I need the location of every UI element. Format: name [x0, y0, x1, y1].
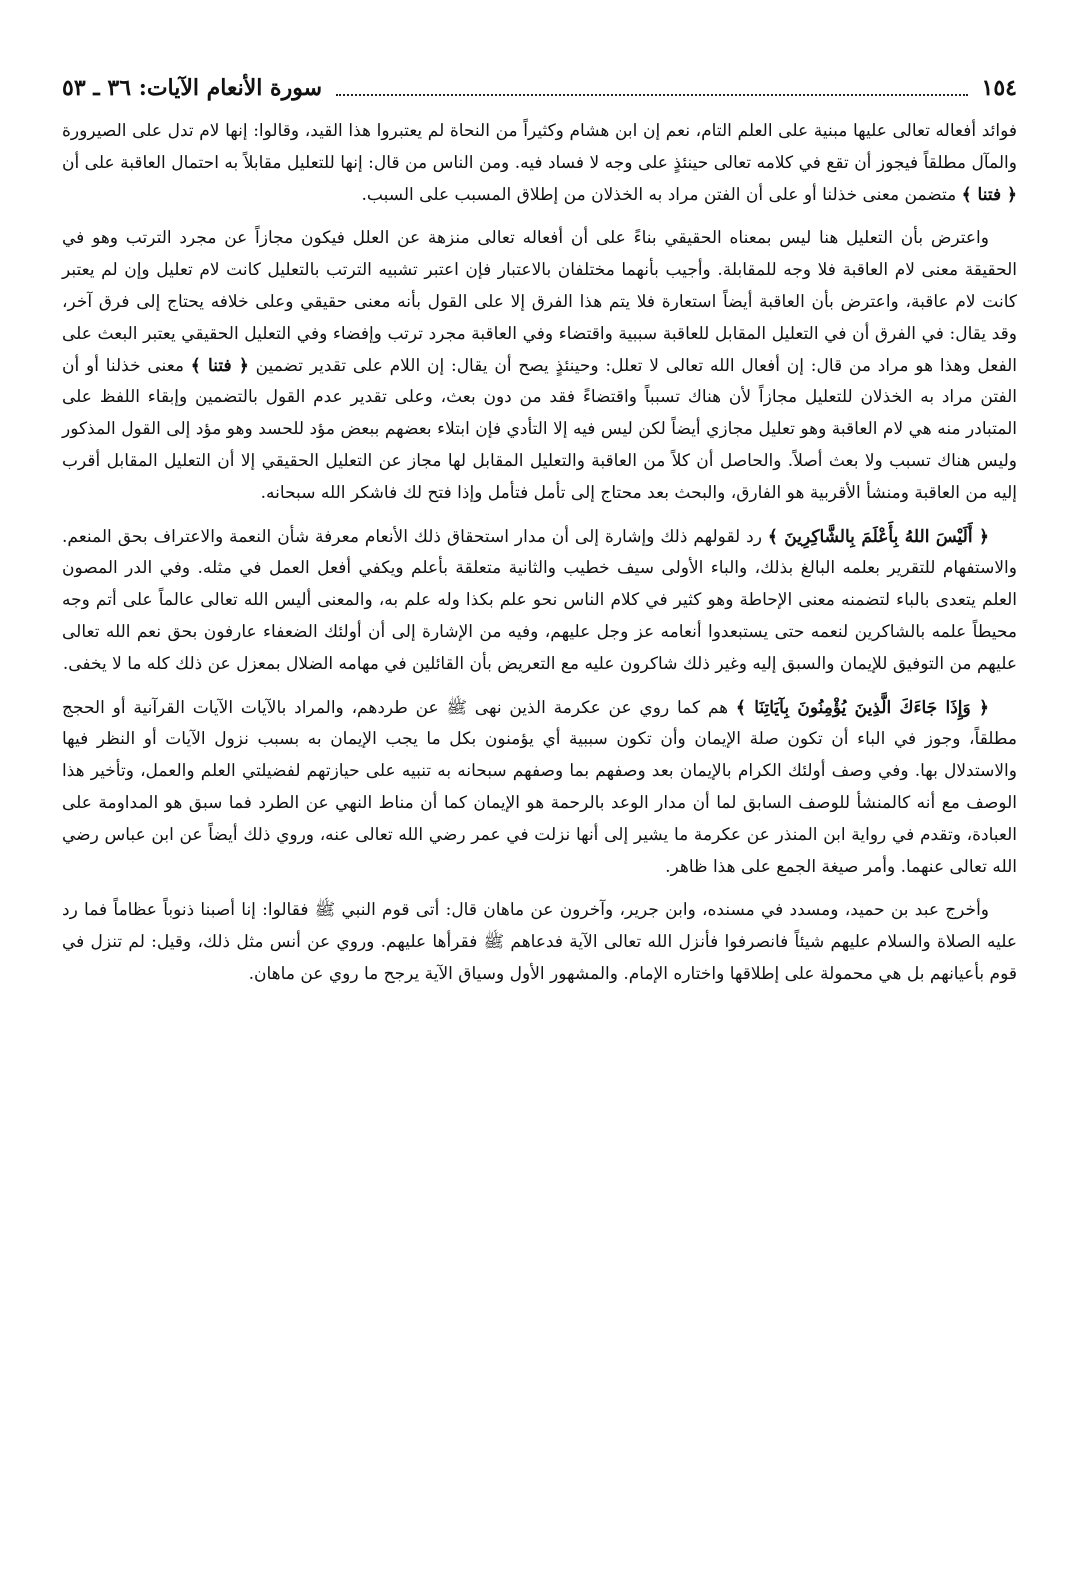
quran-quote: ﴿ أَلَيْسَ اللهُ بِأَعْلَمَ بِالشَّاكِرِينَ ﴾: [767, 526, 989, 547]
quran-quote: ﴿ فتنا ﴾: [190, 355, 249, 376]
text-segment: معنى خذلنا أو أن الفتن مراد به الخذلان للتعليل مجازاً لأن هناك تسبباً واقتضاءً فقد من دون بعث، وعلى تقدير عدم القول بالتضمين وإبقاء اللفظ على المتبادر منه هي لام العاقبة وهو تعليل مجازي أيضاً لكن ليس فيه إلا التأدي فإن ابتلاء بعضهم ببعض مؤد للحسد وهو مؤد إلى القول المذكور وليس هناك تسبب ولا بعث أصلاً. والحاصل أن كلاً من العاقبة والتعليل المقابل لها مجاز عن التعليل الحقيقي إلا أن التعليل المقابل أقرب إليه من العاقبة ومنشأ الأقربية هو الفارق، والبحث بعد محتاج إلى تأمل فتأمل وإذا فتح لك فاشكر الله سبحانه.: [62, 355, 1017, 503]
text-segment: واعترض بأن التعليل هنا ليس بمعناه الحقيقي بناءً على أن أفعاله تعالى منزهة عن العلل فيكون مجازاً عن مجرد الترتب وهو في الحقيقة معنى لام العاقبة فلا وجه للمقابلة. وأجيب بأنهما مختلفان بالاعتبار فإن اعتبر تشبيه الترتب بالتعليل كانت لام تعليل وإن لم يعتبر كانت لام عاقبة، واعترض بأن العاقبة أيضاً استعارة فلا يتم هذا الفرق إلا على القول بأنه معنى حقيقي وعلى خلافه يحتاج إلى فرق آخر، وقد يقال: في الفرق أن في التعليل المقابل للعاقبة سببية واقتضاء وفي العاقبة مجرد ترتب وإفضاء وفي التعليل الحقيقي يعتبر البعث على الفعل وهذا هو مراد من قال: إن أفعال الله تعالى لا تعلل: وحينئذٍ يصح أن يقال: إن اللام على تقدير تضمين: [62, 228, 1017, 376]
body-text: [62, 116, 1017, 991]
paragraph: [62, 522, 1017, 681]
surah-title: سورة الأنعام الآيات: ٣٦ ـ ٥٣: [62, 75, 323, 101]
paragraph: [62, 693, 1017, 884]
quran-quote: ﴿ وَإِذَا جَاءَكَ الَّذِينَ يُؤْمِنُونَ بِآيَاتِنَا ﴾: [735, 697, 989, 718]
text-segment: متضمن معنى خذلنا أو على أن الفتن مراد به الخذلان من إطلاق المسبب على السبب.: [361, 184, 962, 205]
page-number: ١٥٤: [981, 75, 1017, 101]
text-segment: رد لقولهم ذلك وإشارة إلى أن مدار استحقاق ذلك الأنعام معرفة شأن النعمة والاعتراف بحق المنعم. والاستفهام للتقرير بعلمه البالغ بذلك، والباء الأولى سيف خطيب والثانية متعلقة بأعلم ويكفي أفعل العمل في مثله. وفي الدر المصون العلم يتعدى بالباء لتضمنه معنى الإحاطة وهو كثير في كلام الناس نحو علم بكذا وله علم به، والمعنى أليس الله تعالى عالماً على أتم وجه محيطاً علمه بالشاكرين لنعمه حتى يستبعدوا أنعامه عز وجل عليهم، وفيه من الإشارة إلى أن أولئك الضعفاء عارفون بحق نعم الله تعالى عليهم من التوفيق للإيمان والسبق إليه وغير ذلك شاكرون عليه مع التعريض بأن القائلين في مهامه الضلال بمعزل عن ذلك كله ما لا يخفى.: [62, 526, 1017, 674]
page: [62, 68, 1017, 1003]
paragraph: [62, 223, 1017, 509]
text-segment: هم كما روي عن عكرمة الذين نهى ﷺ عن طردهم، والمراد بالآيات الآيات القرآنية أو الحجج مطلقاً، وجوز في الباء أن تكون صلة الإيمان وأن تكون سببية أي يؤمنون بكل ما يجب الإيمان به بسبب نزول الآيات أو النظر فيها والاستدلال بها. وفي وصف أولئك الكرام بالإيمان بعد وصفهم بما وصفهم سبحانه به تنبيه على حيازتهم لفضيلتي العلم والعمل، وتأخير هذا الوصف مع أنه كالمنشأ للوصف السابق لما أن مدار الوعد بالرحمة هو الإيمان كما أن مناط النهي عن الطرد فما سبق هو المداومة على العبادة، وتقدم في رواية ابن المنذر عن عكرمة ما يشير إلى أنها نزلت في عمر رضي الله تعالى عنه، وروي ذلك أيضاً عن ابن عباس رضي الله تعالى عنهما. وأمر صيغة الجمع على هذا ظاهر.: [62, 697, 1017, 877]
text-segment: وأخرج عبد بن حميد، ومسدد في مسنده، وابن جرير، وآخرون عن ماهان قال: أتى قوم النبي ﷺ فقالوا: إنا أصبنا ذنوباً عظاماً فما رد عليه الصلاة والسلام عليهم شيئاً فانصرفوا فأنزل الله تعالى الآية فدعاهم ﷺ فقرأها عليهم. وروي عن أنس مثل ذلك، وقيل: لم تنزل في قوم بأعيانهم بل هي محمولة على إطلاقها واختاره الإمام. والمشهور الأول وسياق الآية يرجح ما روي عن ماهان.: [62, 900, 1017, 984]
text-segment: فوائد أفعاله تعالى عليها مبنية على العلم التام، نعم إن ابن هشام وكثيراً من النحاة لم يعتبروا هذا القيد، وقالوا: إنها لام تدل على الصيرورة والمآل مطلقاً فيجوز أن تقع في كلامه تعالى حينئذٍ على وجه لا فساد فيه. ومن الناس من قال: إنها للتعليل مقابلاً به احتمال العاقبة على أن: [62, 121, 1017, 173]
paragraph: [62, 895, 1017, 990]
quran-quote: ﴿ فتنا ﴾: [961, 184, 1017, 205]
header-dotted-leader: [336, 80, 968, 96]
paragraph: [62, 116, 1017, 211]
running-header: [62, 68, 1017, 108]
